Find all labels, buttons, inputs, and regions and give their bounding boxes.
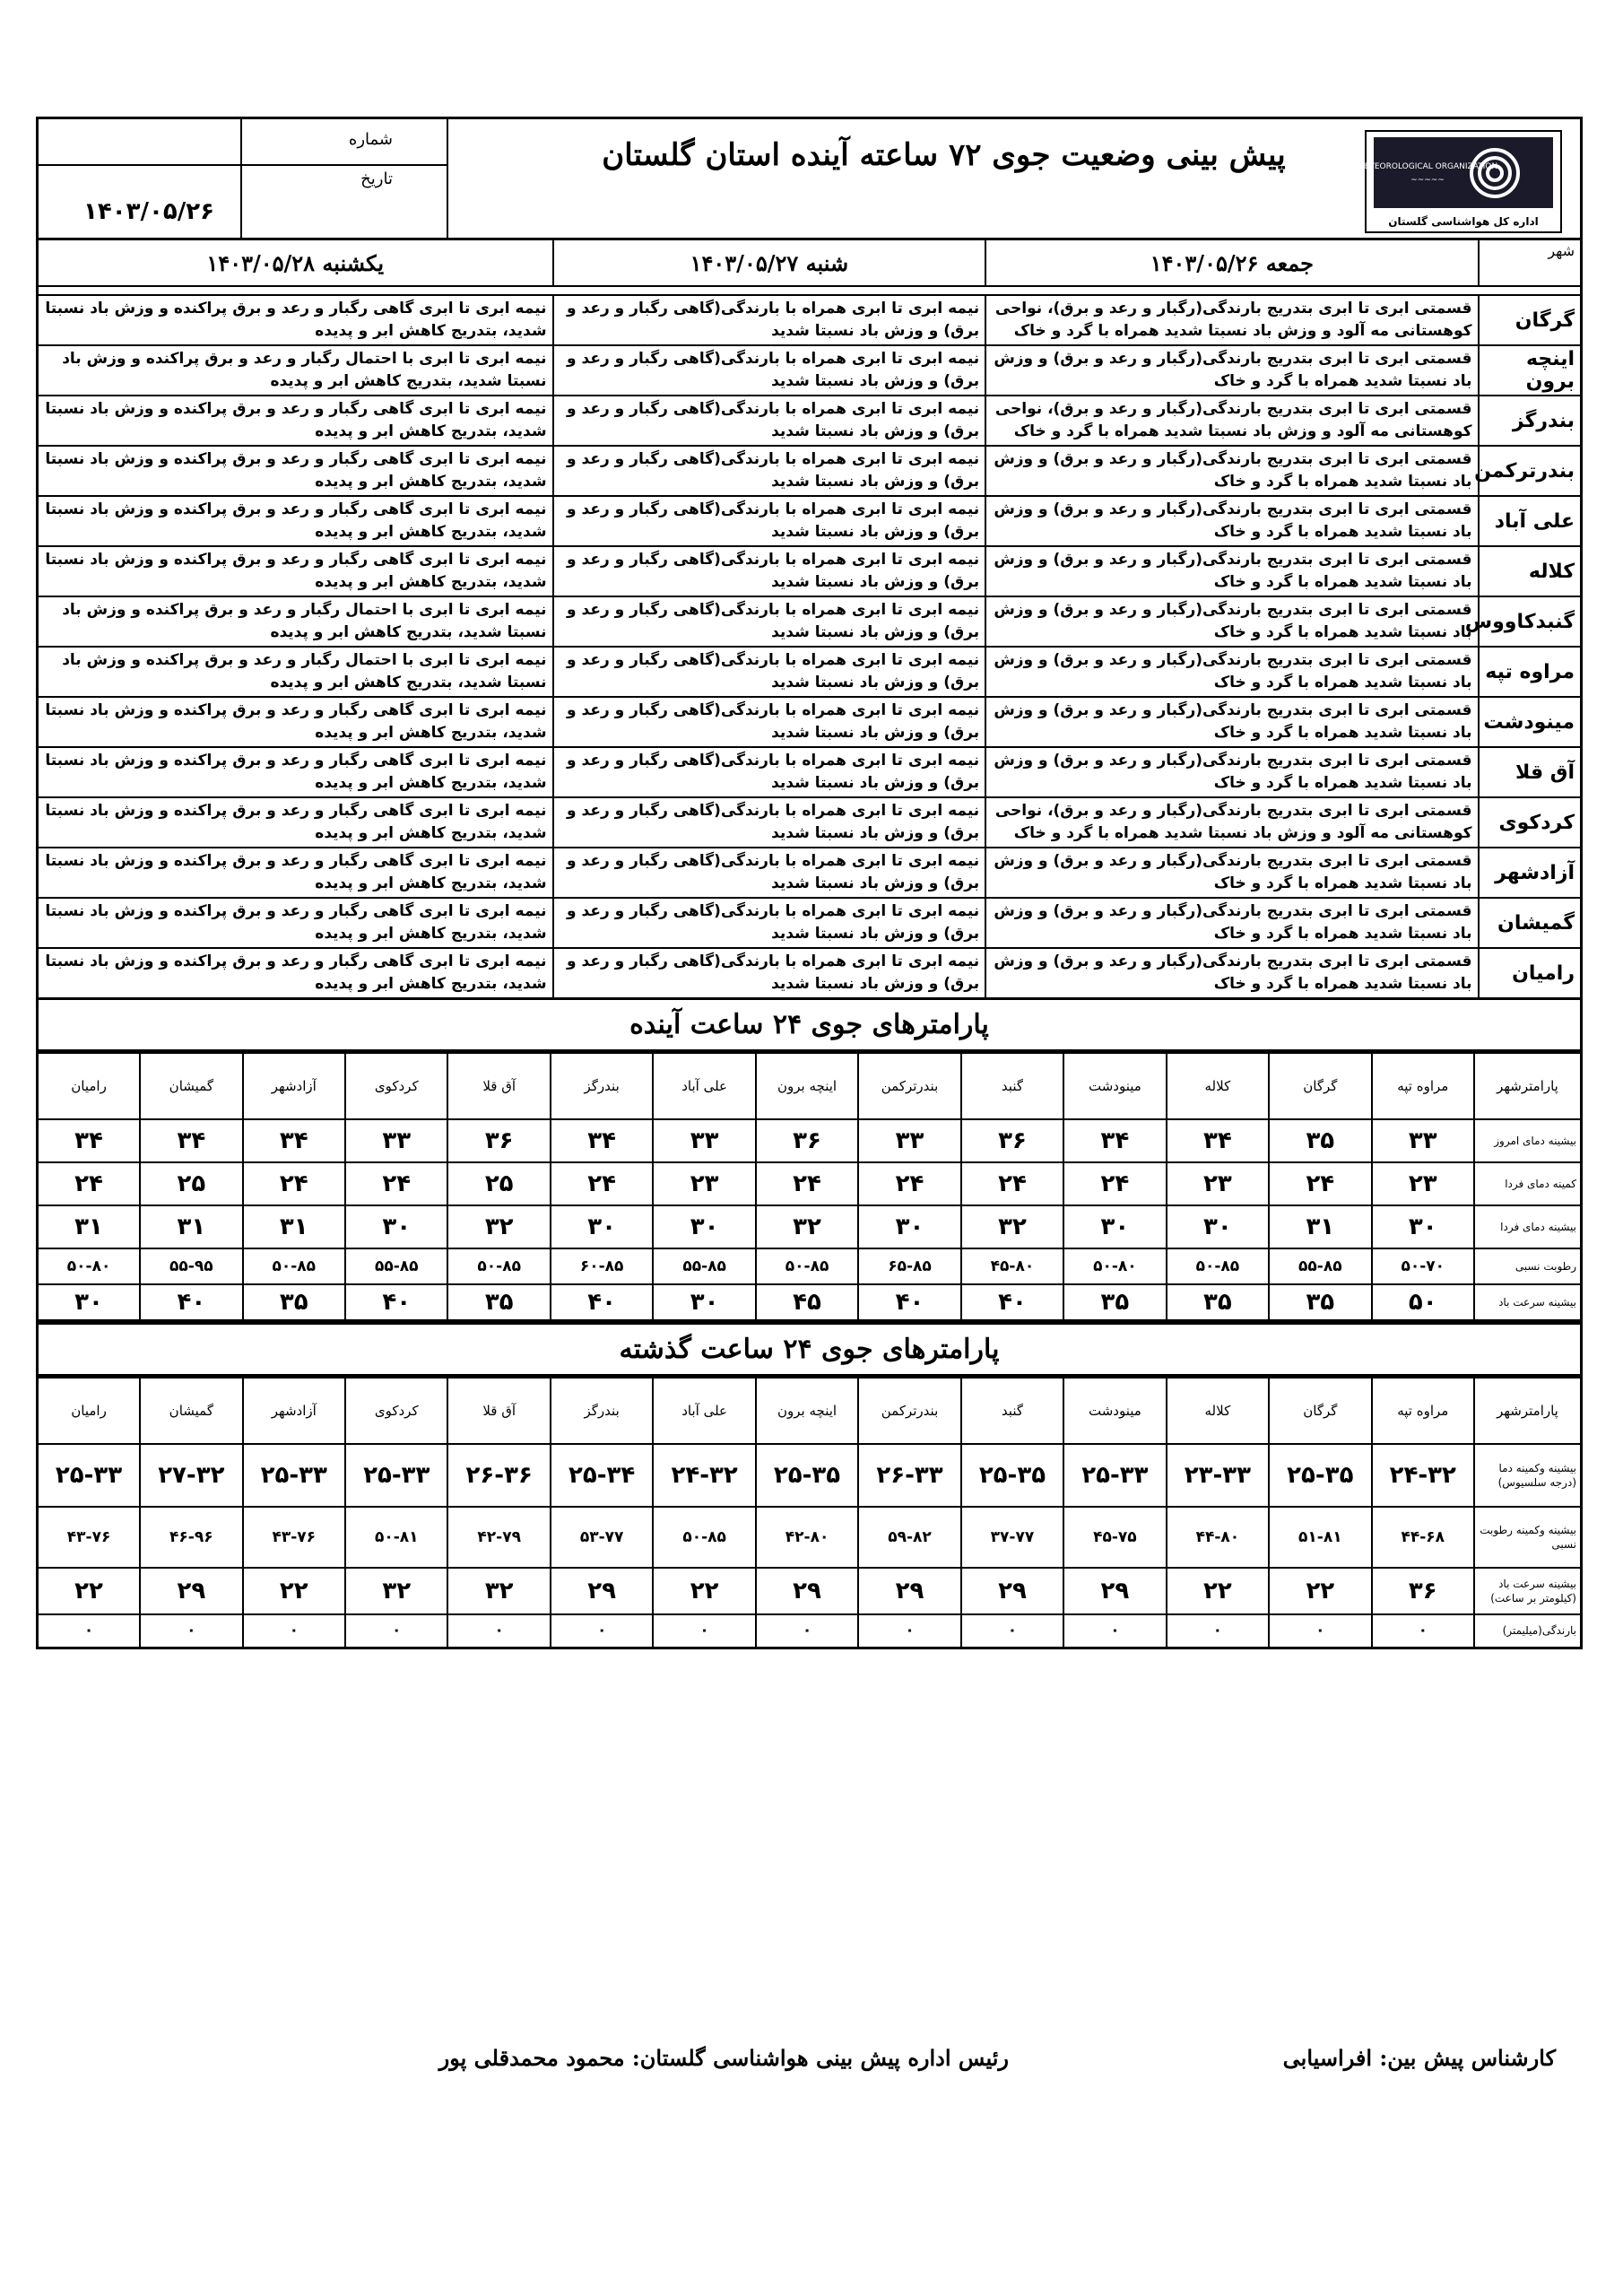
parameter-value: ۳۰ — [653, 1284, 755, 1320]
forecast-row — [38, 496, 1582, 546]
forecast-row — [38, 898, 1582, 948]
day-header-3: یکشنبه ۱۴۰۳/۰۵/۲۸ — [38, 239, 553, 287]
parameter-value: ۵۰-۸۰ — [1063, 1248, 1166, 1284]
parameter-value: ۲۴ — [858, 1162, 960, 1205]
parameter-value: ۲۵-۳۳ — [345, 1444, 447, 1507]
forecast-row — [38, 345, 1582, 396]
city-name: علی آباد — [1479, 496, 1582, 546]
parameter-value: ۵۰-۸۵ — [653, 1507, 755, 1568]
parameter-label: بیشینه سرعت باد (کیلومتر بر ساعت) — [1474, 1568, 1582, 1614]
parameter-corner-label: پارامترشهر — [1474, 1053, 1582, 1119]
page-title: پیش بینی وضعیت جوی ۷۲ ساعته آینده استان گلستان — [602, 137, 1286, 173]
parameter-city-header: بندرگز — [551, 1053, 653, 1119]
parameter-value: ۳۴ — [551, 1119, 653, 1162]
parameter-city-header: آق قلا — [447, 1378, 550, 1444]
parameter-value: ۲۹ — [551, 1568, 653, 1614]
parameter-value: ۳۰ — [1167, 1205, 1269, 1248]
past-24h-title: پارامترهای جوی ۲۴ ساعت گذشته — [36, 1322, 1583, 1377]
parameter-value: ۶۵-۸۵ — [858, 1248, 960, 1284]
parameter-label: بیشینه سرعت باد — [1474, 1284, 1582, 1320]
parameter-value: ۲۴ — [243, 1162, 345, 1205]
forecast-day2-cell: نیمه ابری تا ابری همراه با بارندگی(گاهی رگبار و رعد و برق) و وزش باد نسبتا شدید — [553, 446, 986, 496]
city-name: مینودشت — [1479, 697, 1582, 747]
forecast-day1-cell: قسمتی ابری تا ابری بتدریج بارندگی(رگبار و رعد و برق)، نواحی کوهستانی مه آلود و وزش باد نسبتا شدید همراه با گرد و خاک — [985, 396, 1478, 446]
parameter-value: ۳۲ — [345, 1568, 447, 1614]
parameter-value: ۰ — [243, 1614, 345, 1648]
city-name: کردکوی — [1479, 797, 1582, 848]
forecast-day1-cell: قسمتی ابری تا ابری بتدریج بارندگی(رگبار و رعد و برق) و وزش باد نسبتا شدید همراه با گرد و خاک — [985, 546, 1478, 596]
parameter-value: ۰ — [1269, 1614, 1371, 1648]
parameter-label: رطوبت نسبی — [1474, 1248, 1582, 1284]
parameter-value: ۲۴ — [756, 1162, 858, 1205]
parameter-city-header: مراوه تپه — [1372, 1378, 1474, 1444]
parameter-value: ۲۷-۳۲ — [140, 1444, 242, 1507]
meteorological-organization-logo — [1357, 130, 1562, 233]
parameter-value: ۴۰ — [961, 1284, 1063, 1320]
parameter-value: ۴۵-۷۵ — [1063, 1507, 1166, 1568]
parameter-value: ۴۰ — [345, 1284, 447, 1320]
parameter-value: ۲۲ — [1167, 1568, 1269, 1614]
number-date-box — [39, 119, 448, 238]
parameter-label: کمینه دمای فردا — [1474, 1162, 1582, 1205]
parameter-value: ۳۶ — [756, 1119, 858, 1162]
parameter-value: ۴۰ — [551, 1284, 653, 1320]
parameter-value: ۲۵-۳۳ — [243, 1444, 345, 1507]
forecast-row — [38, 848, 1582, 898]
city-column-header: شهر — [1479, 239, 1582, 287]
parameter-row — [38, 1444, 1582, 1507]
forecast-day1-cell: قسمتی ابری تا ابری بتدریج بارندگی(رگبار و رعد و برق) و وزش باد نسبتا شدید همراه با گرد و خاک — [985, 496, 1478, 546]
parameter-value: ۴۲-۷۹ — [447, 1507, 550, 1568]
parameter-value: ۴۳-۷۶ — [38, 1507, 141, 1568]
forecast-day3-cell: نیمه ابری تا ابری گاهی رگبار و رعد و برق پراکنده و وزش باد نسبتا شدید، بتدریج کاهش ابر و پدیده — [38, 446, 553, 496]
parameter-value: ۰ — [756, 1614, 858, 1648]
parameter-value: ۲۹ — [140, 1568, 242, 1614]
city-name: آق قلا — [1479, 747, 1582, 797]
parameter-city-header: رامیان — [38, 1053, 141, 1119]
city-name: گرگان — [1479, 295, 1582, 345]
parameter-city-header: بندرگز — [551, 1378, 653, 1444]
parameter-value: ۲۲ — [653, 1568, 755, 1614]
parameter-value: ۳۰ — [38, 1284, 141, 1320]
parameter-value: ۳۵ — [1063, 1284, 1166, 1320]
parameter-value: ۲۳ — [653, 1162, 755, 1205]
forecast-row — [38, 797, 1582, 848]
parameter-value: ۲۵-۳۳ — [38, 1444, 141, 1507]
parameter-value: ۲۲ — [38, 1568, 141, 1614]
parameter-value: ۳۵ — [1269, 1119, 1371, 1162]
department-head-name: رئیس اداره پیش بینی هواشناسی گلستان: محمود محمدقلی پور — [438, 2045, 1009, 2071]
parameter-row — [38, 1248, 1582, 1284]
parameter-city-header: رامیان — [38, 1378, 141, 1444]
parameter-value: ۰ — [38, 1614, 141, 1648]
parameter-city-header: بندرترکمن — [858, 1378, 960, 1444]
parameter-value: ۳۴ — [140, 1119, 242, 1162]
forecast-day1-cell: قسمتی ابری تا ابری بتدریج بارندگی(رگبار و رعد و برق)، نواحی کوهستانی مه آلود و وزش باد نسبتا شدید همراه با گرد و خاک — [985, 797, 1478, 848]
forecast-day3-cell: نیمه ابری تا ابری گاهی رگبار و رعد و برق پراکنده و وزش باد نسبتا شدید، بتدریج کاهش ابر و پدیده — [38, 797, 553, 848]
parameter-value: ۳۵ — [447, 1284, 550, 1320]
parameter-value: ۰ — [1372, 1614, 1474, 1648]
parameter-city-header: علی آباد — [653, 1378, 755, 1444]
parameter-value: ۰ — [961, 1614, 1063, 1648]
parameter-value: ۵۰-۸۵ — [756, 1248, 858, 1284]
parameter-city-header: گنبد — [961, 1053, 1063, 1119]
parameter-value: ۲۳ — [1167, 1162, 1269, 1205]
parameter-value: ۴۳-۷۶ — [243, 1507, 345, 1568]
parameter-city-header: کردکوی — [345, 1053, 447, 1119]
forecast-day1-cell: قسمتی ابری تا ابری بتدریج بارندگی(رگبار و رعد و برق) و وزش باد نسبتا شدید همراه با گرد و خاک — [985, 697, 1478, 747]
parameter-value: ۳۶ — [447, 1119, 550, 1162]
parameter-value: ۲۹ — [1063, 1568, 1166, 1614]
forecast-day1-cell: قسمتی ابری تا ابری بتدریج بارندگی(رگبار و رعد و برق) و وزش باد نسبتا شدید همراه با گرد و خاک — [985, 948, 1478, 999]
forecast-day2-cell: نیمه ابری تا ابری همراه با بارندگی(گاهی رگبار و رعد و برق) و وزش باد نسبتا شدید — [553, 295, 986, 345]
parameter-value: ۳۰ — [345, 1205, 447, 1248]
parameter-value: ۰ — [551, 1614, 653, 1648]
parameter-value: ۲۴ — [1063, 1162, 1166, 1205]
parameter-value: ۲۵-۳۵ — [756, 1444, 858, 1507]
forecast-day3-cell: نیمه ابری تا ابری گاهی رگبار و رعد و برق پراکنده و وزش باد نسبتا شدید، بتدریج کاهش ابر و پدیده — [38, 546, 553, 596]
parameter-city-header: گرگان — [1269, 1378, 1371, 1444]
parameter-row — [38, 1507, 1582, 1568]
forecast-day2-cell: نیمه ابری تا ابری همراه با بارندگی(گاهی رگبار و رعد و برق) و وزش باد نسبتا شدید — [553, 496, 986, 546]
parameter-value: ۴۴-۶۸ — [1372, 1507, 1474, 1568]
parameter-value: ۰ — [140, 1614, 242, 1648]
parameter-value: ۰ — [345, 1614, 447, 1648]
parameter-label: بیشینه دمای فردا — [1474, 1205, 1582, 1248]
parameter-value: ۵۰-۸۵ — [447, 1248, 550, 1284]
forecast-day3-cell: نیمه ابری تا ابری گاهی رگبار و رعد و برق پراکنده و وزش باد نسبتا شدید، بتدریج کاهش ابر و پدیده — [38, 747, 553, 797]
parameter-value: ۲۳-۳۳ — [1167, 1444, 1269, 1507]
parameter-city-header: علی آباد — [653, 1053, 755, 1119]
parameter-value: ۳۱ — [243, 1205, 345, 1248]
parameter-value: ۵۵-۹۵ — [140, 1248, 242, 1284]
city-name: کلاله — [1479, 546, 1582, 596]
parameter-value: ۵۱-۸۱ — [1269, 1507, 1371, 1568]
parameter-value: ۴۰ — [140, 1284, 242, 1320]
parameter-value: ۲۵ — [447, 1162, 550, 1205]
parameter-value: ۵۰-۸۵ — [243, 1248, 345, 1284]
parameter-value: ۳۳ — [1372, 1119, 1474, 1162]
forecast-day3-cell: نیمه ابری تا ابری با احتمال رگبار و رعد و برق پراکنده و وزش باد نسبتا شدید، بتدریج کاهش ابر و پدیده — [38, 596, 553, 647]
parameter-value: ۲۶-۳۳ — [858, 1444, 960, 1507]
parameter-value: ۶۰-۸۵ — [551, 1248, 653, 1284]
parameter-value: ۳۶ — [1372, 1568, 1474, 1614]
parameter-value: ۳۵ — [243, 1284, 345, 1320]
parameter-value: ۴۵-۸۰ — [961, 1248, 1063, 1284]
parameter-value: ۳۰ — [653, 1205, 755, 1248]
parameter-value: ۲۵-۳۵ — [961, 1444, 1063, 1507]
parameter-value: ۳۶ — [961, 1119, 1063, 1162]
forecast-day3-cell: نیمه ابری تا ابری گاهی رگبار و رعد و برق پراکنده و وزش باد نسبتا شدید، بتدریج کاهش ابر و پدیده — [38, 948, 553, 999]
parameter-city-header: گرگان — [1269, 1053, 1371, 1119]
forecast-day2-cell: نیمه ابری تا ابری همراه با بارندگی(گاهی رگبار و رعد و برق) و وزش باد نسبتا شدید — [553, 647, 986, 697]
forecast-day2-cell: نیمه ابری تا ابری همراه با بارندگی(گاهی رگبار و رعد و برق) و وزش باد نسبتا شدید — [553, 596, 986, 647]
parameter-value: ۵۰-۸۰ — [38, 1248, 141, 1284]
parameter-row — [38, 1162, 1582, 1205]
parameter-value: ۲۹ — [961, 1568, 1063, 1614]
parameter-value: ۳۴ — [1063, 1119, 1166, 1162]
parameter-value: ۲۹ — [858, 1568, 960, 1614]
forecast-day2-cell: نیمه ابری تا ابری همراه با بارندگی(گاهی رگبار و رعد و برق) و وزش باد نسبتا شدید — [553, 747, 986, 797]
parameter-value: ۰ — [858, 1614, 960, 1648]
forecast-day2-cell: نیمه ابری تا ابری همراه با بارندگی(گاهی رگبار و رعد و برق) و وزش باد نسبتا شدید — [553, 797, 986, 848]
parameter-value: ۲۴ — [345, 1162, 447, 1205]
parameter-value: ۳۳ — [653, 1119, 755, 1162]
parameter-city-header: گمیشان — [140, 1053, 242, 1119]
forecast-row — [38, 596, 1582, 647]
forecast-row — [38, 747, 1582, 797]
parameter-value: ۵۰-۸۵ — [1167, 1248, 1269, 1284]
parameter-value: ۲۴-۳۲ — [653, 1444, 755, 1507]
forecast-day1-cell: قسمتی ابری تا ابری بتدریج بارندگی(رگبار و رعد و برق) و وزش باد نسبتا شدید همراه با گرد و خاک — [985, 446, 1478, 496]
parameter-value: ۲۴ — [38, 1162, 141, 1205]
signature-footer — [36, 2045, 1583, 2081]
parameter-value: ۵۰-۷۰ — [1372, 1248, 1474, 1284]
city-name: آزادشهر — [1479, 848, 1582, 898]
parameter-value: ۳۲ — [447, 1568, 550, 1614]
parameter-value: ۲۵ — [140, 1162, 242, 1205]
svg-text:METEOROLOGICAL ORGANIZATION: METEOROLOGICAL ORGANIZATION — [1357, 161, 1498, 171]
parameter-value: ۲۲ — [243, 1568, 345, 1614]
parameter-value: ۲۵-۳۴ — [551, 1444, 653, 1507]
parameter-value: ۴۰ — [858, 1284, 960, 1320]
city-name: بندرگز — [1479, 396, 1582, 446]
forecast-day3-cell: نیمه ابری تا ابری گاهی رگبار و رعد و برق پراکنده و وزش باد نسبتا شدید، بتدریج کاهش ابر و پدیده — [38, 496, 553, 546]
forecast-72h-table — [36, 238, 1583, 1000]
city-name: گنبدکاووس — [1479, 596, 1582, 647]
forecast-row — [38, 697, 1582, 747]
forecast-day3-cell: نیمه ابری تا ابری گاهی رگبار و رعد و برق پراکنده و وزش باد نسبتا شدید، بتدریج کاهش ابر و پدیده — [38, 848, 553, 898]
parameter-value: ۳۱ — [140, 1205, 242, 1248]
parameter-value: ۰ — [1167, 1614, 1269, 1648]
day-header-1: جمعه ۱۴۰۳/۰۵/۲۶ — [985, 239, 1478, 287]
parameter-row — [38, 1568, 1582, 1614]
parameter-city-header: آق قلا — [447, 1053, 550, 1119]
parameter-value: ۰ — [1063, 1614, 1166, 1648]
parameter-city-header: کلاله — [1167, 1053, 1269, 1119]
forecast-day1-cell: قسمتی ابری تا ابری بتدریج بارندگی(رگبار و رعد و برق)، نواحی کوهستانی مه آلود و وزش باد نسبتا شدید همراه با گرد و خاک — [985, 295, 1478, 345]
forecast-day3-cell: نیمه ابری تا ابری با احتمال رگبار و رعد و برق پراکنده و وزش باد نسبتا شدید، بتدریج کاهش ابر و پدیده — [38, 647, 553, 697]
parameter-city-header: گنبد — [961, 1378, 1063, 1444]
parameter-value: ۵۵-۸۵ — [345, 1248, 447, 1284]
parameter-value: ۲۵-۳۳ — [1063, 1444, 1166, 1507]
parameter-value: ۰ — [447, 1614, 550, 1648]
parameter-value: ۳۳ — [858, 1119, 960, 1162]
parameter-value: ۲۲ — [1269, 1568, 1371, 1614]
parameter-value: ۴۲-۸۰ — [756, 1507, 858, 1568]
parameter-city-header: کردکوی — [345, 1378, 447, 1444]
parameter-value: ۳۲ — [756, 1205, 858, 1248]
day-header-2: شنبه ۱۴۰۳/۰۵/۲۷ — [553, 239, 986, 287]
forecast-day1-cell: قسمتی ابری تا ابری بتدریج بارندگی(رگبار و رعد و برق) و وزش باد نسبتا شدید همراه با گرد و خاک — [985, 898, 1478, 948]
forecast-row — [38, 546, 1582, 596]
parameter-value: ۲۴-۳۲ — [1372, 1444, 1474, 1507]
parameter-value: ۰ — [653, 1614, 755, 1648]
parameter-value: ۳۰ — [858, 1205, 960, 1248]
svg-text:~~~~~: ~~~~~ — [1410, 175, 1445, 185]
parameter-row — [38, 1614, 1582, 1648]
parameter-label: بیشینه دمای امروز — [1474, 1119, 1582, 1162]
parameter-value: ۳۷-۷۷ — [961, 1507, 1063, 1568]
parameter-value: ۳۱ — [1269, 1205, 1371, 1248]
parameter-row — [38, 1205, 1582, 1248]
parameter-value: ۲۴ — [1269, 1162, 1371, 1205]
city-name: بندرترکمن — [1479, 446, 1582, 496]
parameter-value: ۵۵-۸۵ — [653, 1248, 755, 1284]
logo-caption: اداره کل هواشناسی گلستان — [1388, 215, 1539, 228]
parameter-city-header: مینودشت — [1063, 1053, 1166, 1119]
parameter-city-header: کلاله — [1167, 1378, 1269, 1444]
parameter-value: ۵۹-۸۲ — [858, 1507, 960, 1568]
report-header — [36, 117, 1583, 238]
next-24h-parameters-table — [36, 1052, 1583, 1322]
forecast-day3-cell: نیمه ابری تا ابری گاهی رگبار و رعد و برق پراکنده و وزش باد نسبتا شدید، بتدریج کاهش ابر و پدیده — [38, 898, 553, 948]
next-24h-title: پارامترهای جوی ۲۴ ساعت آینده — [36, 1000, 1583, 1052]
forecast-row — [38, 396, 1582, 446]
parameter-value: ۲۹ — [756, 1568, 858, 1614]
forecast-day2-cell: نیمه ابری تا ابری همراه با بارندگی(گاهی رگبار و رعد و برق) و وزش باد نسبتا شدید — [553, 345, 986, 396]
parameter-value: ۳۴ — [1167, 1119, 1269, 1162]
parameter-value: ۲۴ — [961, 1162, 1063, 1205]
parameter-value: ۳۴ — [243, 1119, 345, 1162]
date-label: تاریخ — [360, 170, 393, 188]
forecast-day1-cell: قسمتی ابری تا ابری بتدریج بارندگی(رگبار و رعد و برق) و وزش باد نسبتا شدید همراه با گرد و خاک — [985, 596, 1478, 647]
parameter-city-header: مینودشت — [1063, 1378, 1166, 1444]
parameter-value: ۳۲ — [961, 1205, 1063, 1248]
forecast-day3-cell: نیمه ابری تا ابری گاهی رگبار و رعد و برق پراکنده و وزش باد نسبتا شدید، بتدریج کاهش ابر و پدیده — [38, 697, 553, 747]
parameter-row — [38, 1119, 1582, 1162]
forecast-row — [38, 647, 1582, 697]
forecast-day3-cell: نیمه ابری تا ابری گاهی رگبار و رعد و برق پراکنده و وزش باد نسبتا شدید، بتدریج کاهش ابر و پدیده — [38, 295, 553, 345]
parameter-value: ۵۰ — [1372, 1284, 1474, 1320]
past-24h-parameters-table — [36, 1377, 1583, 1650]
forecast-day2-cell: نیمه ابری تا ابری همراه با بارندگی(گاهی رگبار و رعد و برق) و وزش باد نسبتا شدید — [553, 848, 986, 898]
forecast-day3-cell: نیمه ابری تا ابری با احتمال رگبار و رعد و برق پراکنده و وزش باد نسبتا شدید، بتدریج کاهش ابر و پدیده — [38, 345, 553, 396]
parameter-value: ۴۵ — [756, 1284, 858, 1320]
parameter-header-row — [38, 1053, 1582, 1119]
parameter-value: ۴۶-۹۶ — [140, 1507, 242, 1568]
parameter-label: بیشینه وکمینه دما (درجه سلسیوس) — [1474, 1444, 1582, 1507]
parameter-value: ۲۴ — [551, 1162, 653, 1205]
forecast-day2-cell: نیمه ابری تا ابری همراه با بارندگی(گاهی رگبار و رعد و برق) و وزش باد نسبتا شدید — [553, 546, 986, 596]
parameter-value: ۲۶-۳۶ — [447, 1444, 550, 1507]
city-name: رامیان — [1479, 948, 1582, 999]
forecast-row — [38, 446, 1582, 496]
parameter-value: ۲۵-۳۵ — [1269, 1444, 1371, 1507]
parameter-city-header: اینچه برون — [756, 1378, 858, 1444]
parameter-header-row — [38, 1378, 1582, 1444]
parameter-value: ۵۰-۸۱ — [345, 1507, 447, 1568]
forecast-row — [38, 948, 1582, 999]
forecast-day1-cell: قسمتی ابری تا ابری بتدریج بارندگی(رگبار و رعد و برق) و وزش باد نسبتا شدید همراه با گرد و خاک — [985, 647, 1478, 697]
forecast-day3-cell: نیمه ابری تا ابری گاهی رگبار و رعد و برق پراکنده و وزش باد نسبتا شدید، بتدریج کاهش ابر و پدیده — [38, 396, 553, 446]
forecast-day2-cell: نیمه ابری تا ابری همراه با بارندگی(گاهی رگبار و رعد و برق) و وزش باد نسبتا شدید — [553, 396, 986, 446]
forecast-day2-cell: نیمه ابری تا ابری همراه با بارندگی(گاهی رگبار و رعد و برق) و وزش باد نسبتا شدید — [553, 697, 986, 747]
parameter-corner-label: پارامترشهر — [1474, 1378, 1582, 1444]
parameter-value: ۳۵ — [1269, 1284, 1371, 1320]
parameter-city-header: آزادشهر — [243, 1378, 345, 1444]
parameter-row — [38, 1284, 1582, 1320]
parameter-value: ۵۵-۸۵ — [1269, 1248, 1371, 1284]
parameter-value: ۳۰ — [551, 1205, 653, 1248]
forecast-day2-cell: نیمه ابری تا ابری همراه با بارندگی(گاهی رگبار و رعد و برق) و وزش باد نسبتا شدید — [553, 898, 986, 948]
parameter-value: ۳۳ — [345, 1119, 447, 1162]
parameter-city-header: بندرترکمن — [858, 1053, 960, 1119]
parameter-value: ۳۲ — [447, 1205, 550, 1248]
forecast-day1-cell: قسمتی ابری تا ابری بتدریج بارندگی(رگبار و رعد و برق) و وزش باد نسبتا شدید همراه با گرد و خاک — [985, 345, 1478, 396]
forecast-day1-cell: قسمتی ابری تا ابری بتدریج بارندگی(رگبار و رعد و برق) و وزش باد نسبتا شدید همراه با گرد و خاک — [985, 747, 1478, 797]
parameter-value: ۳۱ — [38, 1205, 141, 1248]
parameter-value: ۳۰ — [1063, 1205, 1166, 1248]
parameter-label: بیشینه وکمینه رطوبت نسبی — [1474, 1507, 1582, 1568]
forecast-day1-cell: قسمتی ابری تا ابری بتدریج بارندگی(رگبار و رعد و برق) و وزش باد نسبتا شدید همراه با گرد و خاک — [985, 848, 1478, 898]
city-name: اینچه برون — [1479, 345, 1582, 396]
parameter-value: ۲۳ — [1372, 1162, 1474, 1205]
logo-emblem-icon — [1357, 142, 1544, 204]
parameter-value: ۳۴ — [38, 1119, 141, 1162]
city-name: گمیشان — [1479, 898, 1582, 948]
city-name: مراوه تپه — [1479, 647, 1582, 697]
report-date: ۱۴۰۳/۰۵/۲۶ — [83, 198, 214, 225]
parameter-value: ۵۳-۷۷ — [551, 1507, 653, 1568]
parameter-label: بارندگی(میلیمتر) — [1474, 1614, 1582, 1648]
number-label: شماره — [348, 130, 393, 149]
parameter-value: ۳۰ — [1372, 1205, 1474, 1248]
forecast-day2-cell: نیمه ابری تا ابری همراه با بارندگی(گاهی رگبار و رعد و برق) و وزش باد نسبتا شدید — [553, 948, 986, 999]
parameter-city-header: گمیشان — [140, 1378, 242, 1444]
forecaster-name: کارشناس پیش بین: افراسیابی — [1282, 2045, 1556, 2071]
parameter-value: ۳۵ — [1167, 1284, 1269, 1320]
parameter-city-header: اینچه برون — [756, 1053, 858, 1119]
parameter-city-header: مراوه تپه — [1372, 1053, 1474, 1119]
forecast-row — [38, 295, 1582, 345]
parameter-city-header: آزادشهر — [243, 1053, 345, 1119]
parameter-value: ۴۴-۸۰ — [1167, 1507, 1269, 1568]
